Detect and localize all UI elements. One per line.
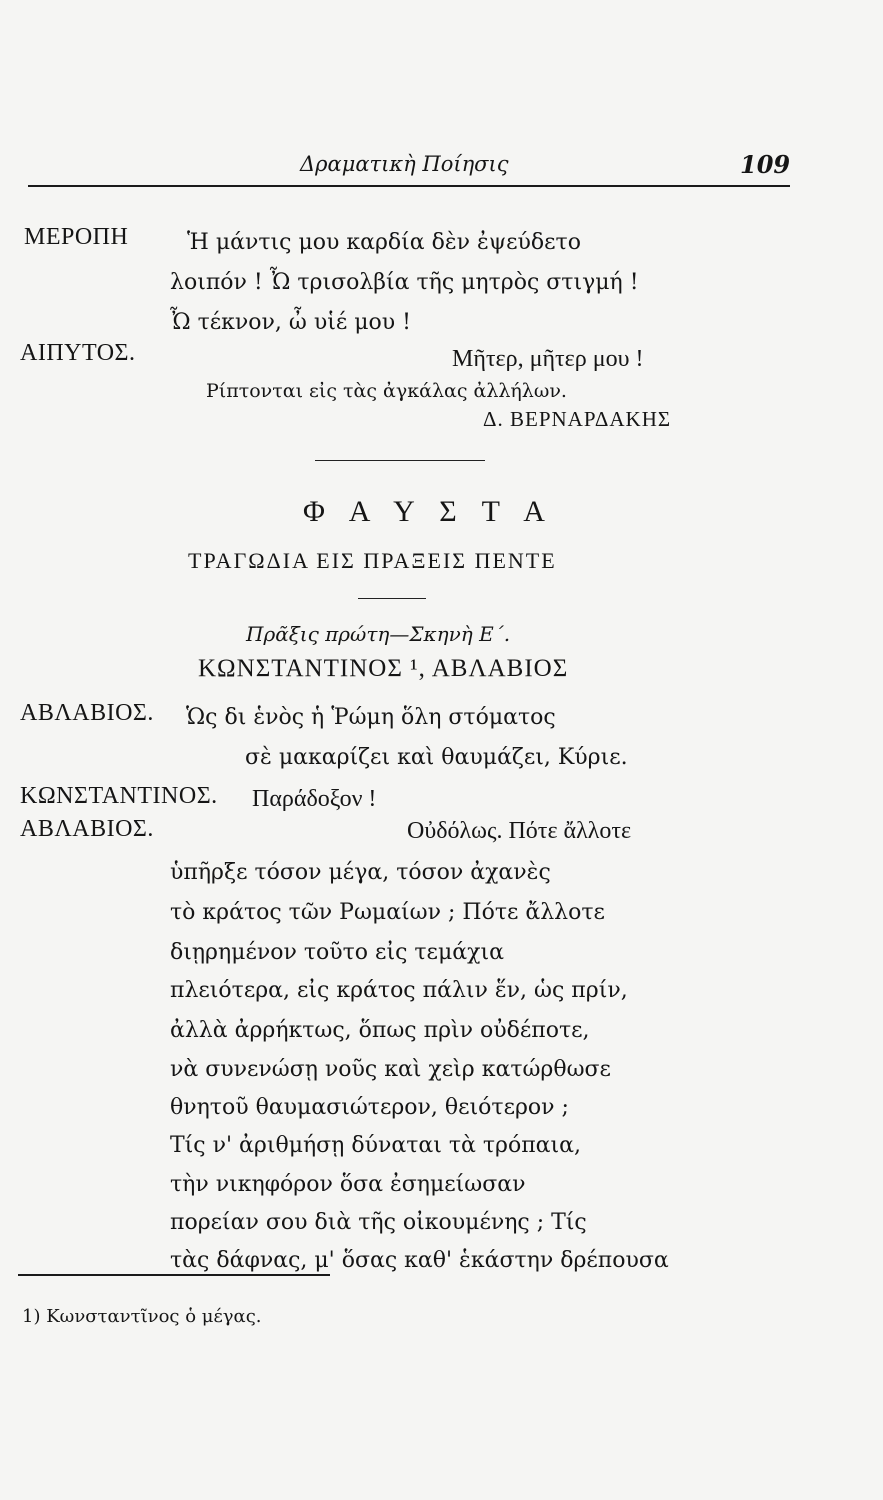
stage-direction: Ρίπτονται εἰς τὰς ἀγκάλας ἀλλήλων. — [206, 380, 567, 402]
speaker-aipytos: ΑΙΠΥΤΟΣ. — [20, 340, 136, 366]
verse-line: πορείαν σου διὰ τῆς οἰκουμένης ; Τίς — [170, 1210, 587, 1235]
verse-line: τὴν νικηφόρον ὅσα ἐσημείωσαν — [170, 1172, 526, 1197]
speaker-ablabios: ΑΒΛΑΒΙΟΣ. — [20, 816, 154, 842]
verse-line: διῃρημένον τοῦτο εἰς τεμάχια — [170, 940, 504, 965]
author-signature: Δ. ΒΕΡΝΑΡΔΑΚΗΣ — [483, 407, 672, 431]
speaker-merope: ΜΕΡΟΠΗ — [24, 224, 129, 250]
act-scene-heading: Πρᾶξις πρώτη—Σκηνὴ Ε΄. — [246, 622, 511, 646]
page-number: 109 — [740, 150, 791, 179]
footnote: 1) Κωνσταντῖνος ὁ μέγας. — [22, 1306, 262, 1327]
speaker-ablabios: ΑΒΛΑΒΙΟΣ. — [20, 700, 154, 726]
header-rule — [28, 185, 790, 187]
verse-line: σὲ μακαρίζει καὶ θαυμάζει, Κύριε. — [245, 745, 628, 770]
play-title: Φ Α Υ Σ Τ Α — [303, 495, 554, 528]
verse-line: νὰ συνενώσῃ νοῦς καὶ χεὶρ κατώρθωσε — [170, 1057, 611, 1082]
verse-line: Ὦ τέκνον, ὦ υἱέ μου ! — [170, 310, 411, 335]
play-subtitle: ΤΡΑΓΩΔΙΑ ΕΙΣ ΠΡΑΞΕΙΣ ΠΕΝΤΕ — [188, 548, 557, 573]
verse-line: λοιπόν ! Ὦ τρισολβία τῆς μητρὸς στιγμή ! — [170, 270, 639, 295]
scene-characters: ΚΩΝΣΤΑΝΤΙΝΟΣ ¹, ΑΒΛΑΒΙΟΣ — [198, 655, 569, 682]
verse-line: Παράδοξον ! — [252, 786, 377, 812]
running-title: Δραματικὴ Ποίησις — [300, 152, 509, 176]
verse-line: τὰς δάφνας, μ' ὅσας καθ' ἑκάστην δρέπουσα — [170, 1248, 669, 1273]
verse-line: Οὐδόλως. Πότε ἄλλοτε — [407, 818, 632, 844]
section-divider — [315, 460, 485, 461]
verse-line: θνητοῦ θαυμασιώτερον, θειότερον ; — [170, 1095, 569, 1120]
verse-line: ἀλλὰ ἀρρήκτως, ὅπως πρὶν οὐδέποτε, — [170, 1018, 590, 1043]
verse-line: Ἡ μάντις μου καρδία δὲν ἐψεύδετο — [187, 230, 581, 255]
footnote-rule — [18, 1274, 330, 1276]
verse-line: πλειότερα, εἰς κράτος πάλιν ἕν, ὡς πρίν, — [170, 978, 628, 1003]
title-divider — [358, 598, 426, 599]
verse-line: ὑπῆρξε τόσον μέγα, τόσον ἀχανὲς — [170, 860, 551, 885]
verse-line: τὸ κράτος τῶν Ρωμαίων ; Πότε ἄλλοτε — [170, 900, 605, 925]
verse-line: Μῆτερ, μῆτερ μου ! — [452, 346, 644, 372]
verse-line: Τίς ν' ἀριθμήσῃ δύναται τὰ τρόπαια, — [170, 1133, 582, 1158]
verse-line: Ὡς δι ἑνὸς ἡ Ῥώμη ὅλη στόματος — [186, 705, 556, 730]
speaker-konstantinos: ΚΩΝΣΤΑΝΤΙΝΟΣ. — [20, 783, 218, 809]
